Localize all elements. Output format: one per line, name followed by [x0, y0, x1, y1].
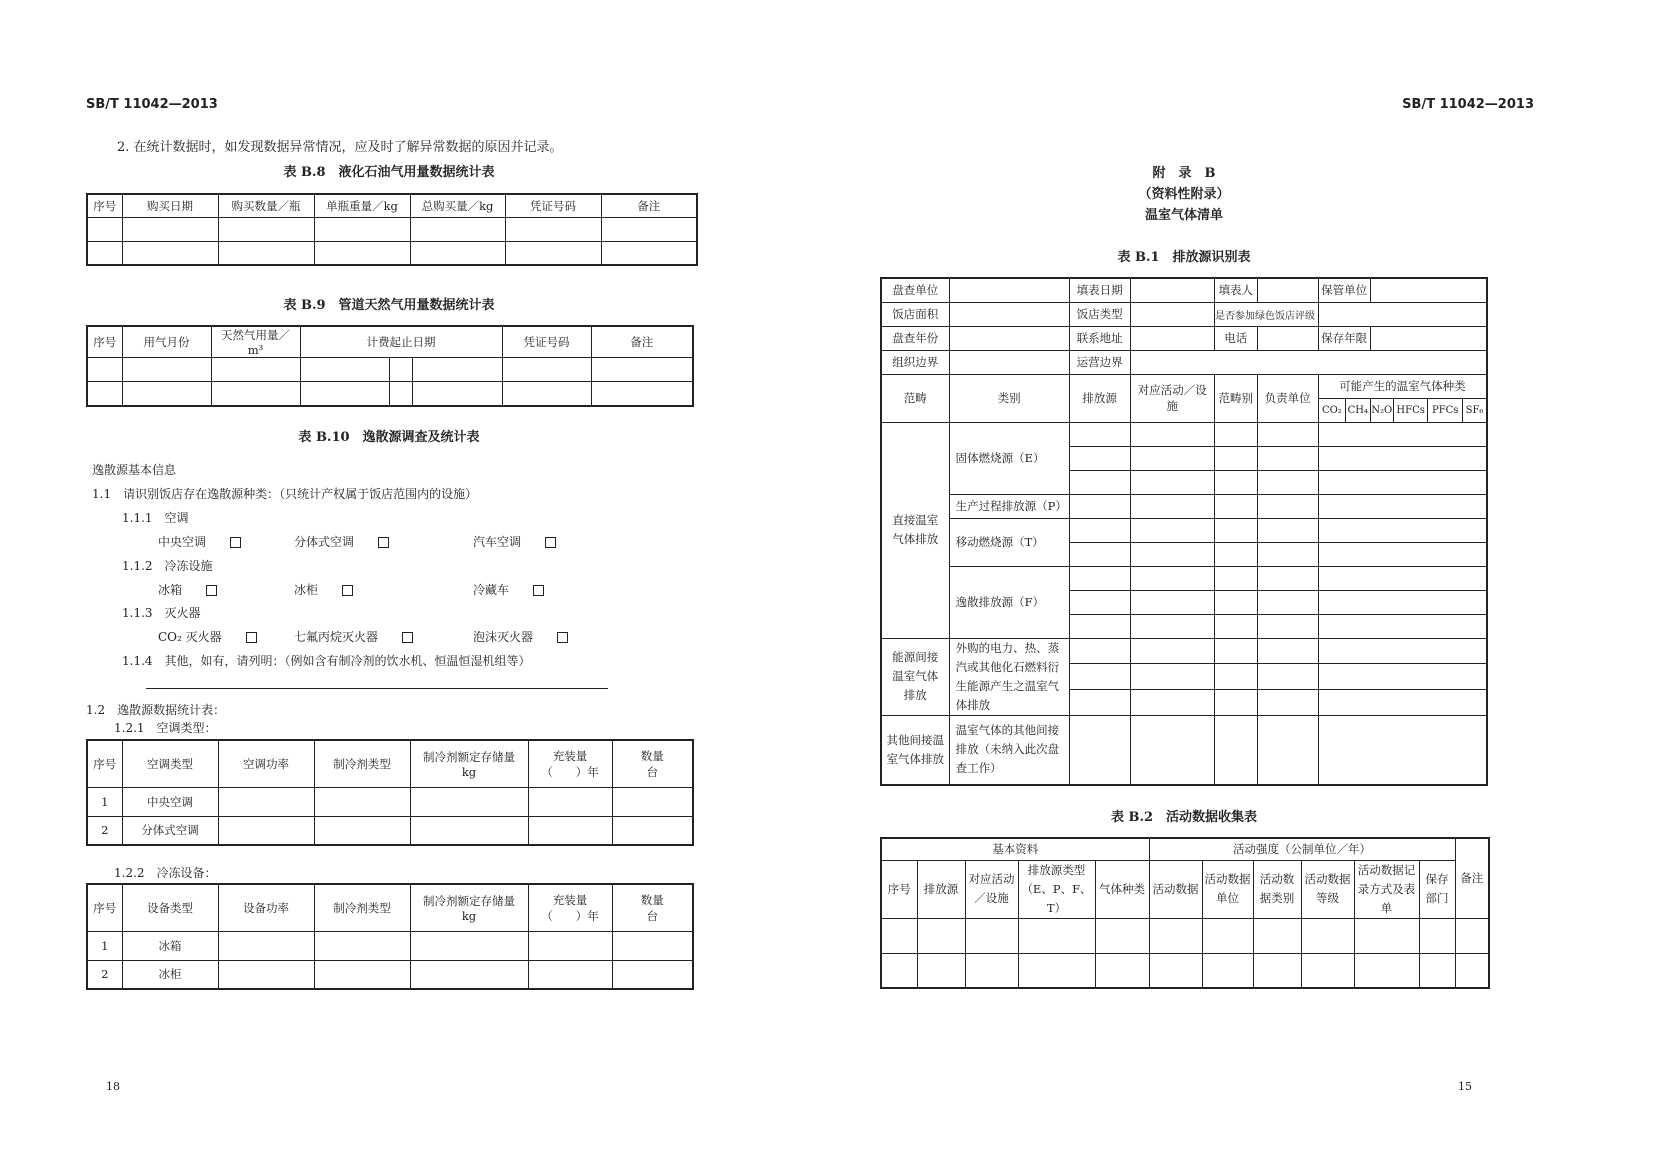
checkbox-option[interactable] — [158, 628, 257, 645]
table-b1 — [880, 277, 1488, 786]
table-cell: 填表日期 — [1069, 278, 1130, 302]
option-label: 冰柜 — [294, 583, 319, 597]
table-row — [87, 217, 697, 241]
checkbox[interactable] — [206, 585, 217, 596]
appendix-type: （资料性附录） — [1138, 187, 1230, 202]
table-header: 凭证号码 — [505, 194, 601, 217]
subcategory-cell: 外购的电力、热、蒸汽或其他化石燃料衍生能源产生之温室气体排放 — [949, 638, 1069, 715]
note-text: 2. 在统计数据时，如发现数据异常情况，应及时了解异常数据的原因并记录。 — [117, 140, 563, 155]
table-header: 排放源 — [917, 860, 965, 918]
table-row — [881, 918, 1489, 953]
table-cell: 饭店类型 — [1069, 302, 1130, 326]
appendix-label: 附 录 B — [1152, 166, 1216, 181]
option-label: CO₂ 灭火器 — [158, 630, 222, 644]
table-row — [87, 382, 693, 406]
table-header: 备注 — [601, 194, 697, 217]
question-1-1-4: 1.1.4 其他，如有，请列明：（例如含有制冷剂的饮水机、恒温恒湿机组等） — [122, 654, 531, 668]
table-cell: 组织边界 — [881, 350, 949, 374]
table-header: 排放源类型（E、P、F、T） — [1018, 860, 1095, 918]
table-cell: 是否参加绿色饭店评级 — [1214, 302, 1318, 326]
freezer-table — [86, 883, 694, 990]
table-cell: 2 — [87, 960, 122, 989]
category-cell: 直接温室气体排放 — [881, 422, 949, 638]
table-header: 气体种类 — [1095, 860, 1149, 918]
table-row — [87, 787, 693, 816]
option-label: 汽车空调 — [473, 535, 522, 549]
table-cell: 保存年限 — [1318, 326, 1370, 350]
table-header: 空调类型 — [122, 740, 218, 787]
table-header: 总购买量／kg — [410, 194, 505, 217]
option-label: 中央空调 — [158, 535, 207, 549]
left-page — [0, 0, 826, 1170]
header-line: 充装量 — [552, 748, 588, 763]
header-line: 制冷剂额定存储量 — [423, 893, 515, 908]
table-header: 活动数据等级 — [1301, 860, 1354, 918]
table-cell: 填表人 — [1214, 278, 1257, 302]
table-header — [528, 884, 612, 931]
table-header: 类别 — [949, 374, 1069, 422]
table-header — [612, 740, 693, 787]
standard-number: SB/T 11042—2013 — [1402, 97, 1534, 112]
table-header — [410, 884, 528, 931]
table-header: 序号 — [881, 860, 917, 918]
subcategory-cell: 移动燃烧源（T） — [949, 518, 1069, 566]
table-cell: 电话 — [1214, 326, 1257, 350]
checkbox-option[interactable] — [158, 581, 217, 598]
table-cell: 保管单位 — [1318, 278, 1370, 302]
table-header: 排放源 — [1069, 374, 1130, 422]
question-1-2-1: 1.2.1 空调类型： — [114, 721, 217, 735]
gas-header: CH₄ — [1346, 398, 1370, 422]
table-header: 活动数据单位 — [1202, 860, 1253, 918]
checkbox-option[interactable] — [158, 533, 241, 550]
table-b1-title: 表 B.1 排放源识别表 — [1117, 250, 1251, 265]
checkbox-option[interactable] — [294, 581, 353, 598]
table-header: 备注 — [1455, 838, 1489, 918]
table-b2-title: 表 B.2 活动数据收集表 — [1110, 810, 1258, 825]
subcategory-cell: 温室气体的其他间接排放（未纳入此次盘查工作） — [949, 715, 1069, 785]
table-cell: 2 — [87, 816, 122, 845]
gas-header: CO₂ — [1318, 398, 1345, 422]
table-header: 序号 — [87, 740, 122, 787]
gas-header: HFCs — [1393, 398, 1428, 422]
table-cell: 分体式空调 — [122, 816, 218, 845]
table-header: 购买数量／瓶 — [218, 194, 314, 217]
table-group-header: 基本资料 — [881, 838, 1149, 860]
table-header: 序号 — [87, 884, 122, 931]
table-b9-title: 表 B.9 管道天然气用量数据统计表 — [283, 298, 495, 313]
question-1-2: 1.2 逸散源数据统计表： — [86, 703, 226, 717]
air-conditioner-table — [86, 739, 694, 846]
table-header: 保存部门 — [1419, 860, 1455, 918]
checkbox-option[interactable] — [473, 628, 568, 645]
table-b9 — [86, 325, 694, 407]
table-header: 用气月份 — [122, 326, 211, 358]
checkbox[interactable] — [230, 537, 241, 548]
table-header: 对应活动／设施 — [965, 860, 1018, 918]
checkbox[interactable] — [246, 632, 257, 643]
table-header: 活动数据记录方式及表单 — [1354, 860, 1419, 918]
header-unit: kg — [461, 908, 477, 923]
table-b10-title: 表 B.10 逸散源调查及统计表 — [298, 430, 480, 445]
table-cell: 中央空调 — [122, 787, 218, 816]
table-b8-title: 表 B.8 液化石油气用量数据统计表 — [283, 165, 495, 180]
table-cell: 1 — [87, 787, 122, 816]
header-line: 充装量 — [552, 892, 588, 907]
appendix-title: 温室气体清单 — [1144, 208, 1223, 223]
table-header: 序号 — [87, 194, 122, 217]
table-header: 活动数据 — [1149, 860, 1202, 918]
page-number: 15 — [1458, 1080, 1472, 1093]
page-number: 18 — [106, 1080, 120, 1093]
gas-header: N₂O — [1370, 398, 1393, 422]
table-header: 制冷剂类型 — [314, 884, 410, 931]
table-header — [612, 884, 693, 931]
table-cell: 盘查单位 — [881, 278, 949, 302]
header-line: 数量 — [640, 748, 664, 763]
question-1-1-1: 1.1.1 空调 — [122, 511, 189, 525]
subcategory-cell: 生产过程排放源（P） — [949, 494, 1069, 518]
table-header: 负责单位 — [1257, 374, 1318, 422]
option-label: 分体式空调 — [294, 535, 355, 549]
checkbox[interactable] — [533, 585, 544, 596]
table-cell: 冰箱 — [122, 931, 218, 960]
option-label: 泡沫灭火器 — [473, 630, 534, 644]
table-row — [87, 358, 693, 382]
question-1-2-2: 1.2.2 冷冻设备： — [114, 866, 217, 880]
checkbox-option[interactable] — [473, 533, 556, 550]
table-cell: 运营边界 — [1069, 350, 1130, 374]
table-header: 备注 — [591, 326, 693, 358]
table-header — [528, 740, 612, 787]
table-header: 单瓶重量／kg — [314, 194, 410, 217]
category-cell: 能源间接温室气体排放 — [881, 638, 949, 715]
checkbox[interactable] — [545, 537, 556, 548]
option-label: 冰箱 — [158, 583, 183, 597]
table-header: 范畴 — [881, 374, 949, 422]
table-header: 序号 — [87, 326, 122, 358]
table-row — [87, 816, 693, 845]
header-unit: （ ）年 — [541, 764, 599, 779]
table-row — [87, 960, 693, 989]
header-unit: 台 — [646, 908, 658, 923]
table-b2 — [880, 837, 1490, 989]
table-row — [87, 241, 697, 265]
table-header: 设备功率 — [218, 884, 314, 931]
checkbox-option[interactable] — [294, 628, 413, 645]
table-header: 对应活动／设施 — [1130, 374, 1214, 422]
header-unit: 台 — [646, 764, 658, 779]
gas-header: PFCs — [1428, 398, 1463, 422]
table-header: 设备类型 — [122, 884, 218, 931]
table-cell: 联系地址 — [1069, 326, 1130, 350]
header-unit: （ ）年 — [541, 908, 599, 923]
table-header — [410, 740, 528, 787]
checkbox[interactable] — [557, 632, 568, 643]
table-b8 — [86, 193, 698, 266]
header-line: 数量 — [640, 892, 664, 907]
gas-header: SF₆ — [1463, 398, 1488, 422]
table-row — [881, 953, 1489, 988]
table-header: 活动数据类别 — [1253, 860, 1301, 918]
table-cell: 冰柜 — [122, 960, 218, 989]
question-1-1: 1.1 请识别饭店存在逸散源种类：（只统计产权属于饭店范围内的设施） — [92, 487, 478, 501]
basic-info-label: 逸散源基本信息 — [92, 463, 177, 477]
table-header: 可能产生的温室气体种类 — [1318, 374, 1487, 398]
standard-number: SB/T 11042—2013 — [86, 97, 218, 112]
option-label: 七氟丙烷灭火器 — [294, 630, 379, 644]
table-header: 计费起止日期 — [300, 326, 502, 358]
table-header: 制冷剂类型 — [314, 740, 410, 787]
checkbox[interactable] — [378, 537, 389, 548]
table-cell: 盘查年份 — [881, 326, 949, 350]
header-line: 制冷剂额定存储量 — [423, 749, 515, 764]
table-cell: 饭店面积 — [881, 302, 949, 326]
table-group-header: 活动强度（公制单位／年） — [1149, 838, 1455, 860]
table-header: 凭证号码 — [502, 326, 591, 358]
question-1-1-3: 1.1.3 灭火器 — [122, 606, 201, 620]
checkbox-option[interactable] — [473, 581, 544, 598]
table-cell: 1 — [87, 931, 122, 960]
table-header: 空调功率 — [218, 740, 314, 787]
table-row — [87, 931, 693, 960]
question-1-1-2: 1.1.2 冷冻设施 — [122, 559, 213, 573]
table-header: 天然气用量／m³ — [211, 326, 300, 358]
checkbox-option[interactable] — [294, 533, 389, 550]
table-header: 范畴别 — [1214, 374, 1257, 422]
header-unit: kg — [461, 764, 477, 779]
fill-in-line[interactable] — [146, 688, 608, 689]
subcategory-cell: 固体燃烧源（E） — [949, 422, 1069, 494]
option-label: 冷藏车 — [473, 583, 510, 597]
subcategory-cell: 逸散排放源（F） — [949, 566, 1069, 638]
checkbox[interactable] — [402, 632, 413, 643]
table-header: 购买日期 — [122, 194, 218, 217]
right-page — [826, 0, 1652, 1170]
checkbox[interactable] — [342, 585, 353, 596]
category-cell: 其他间接温室气体排放 — [881, 715, 949, 785]
